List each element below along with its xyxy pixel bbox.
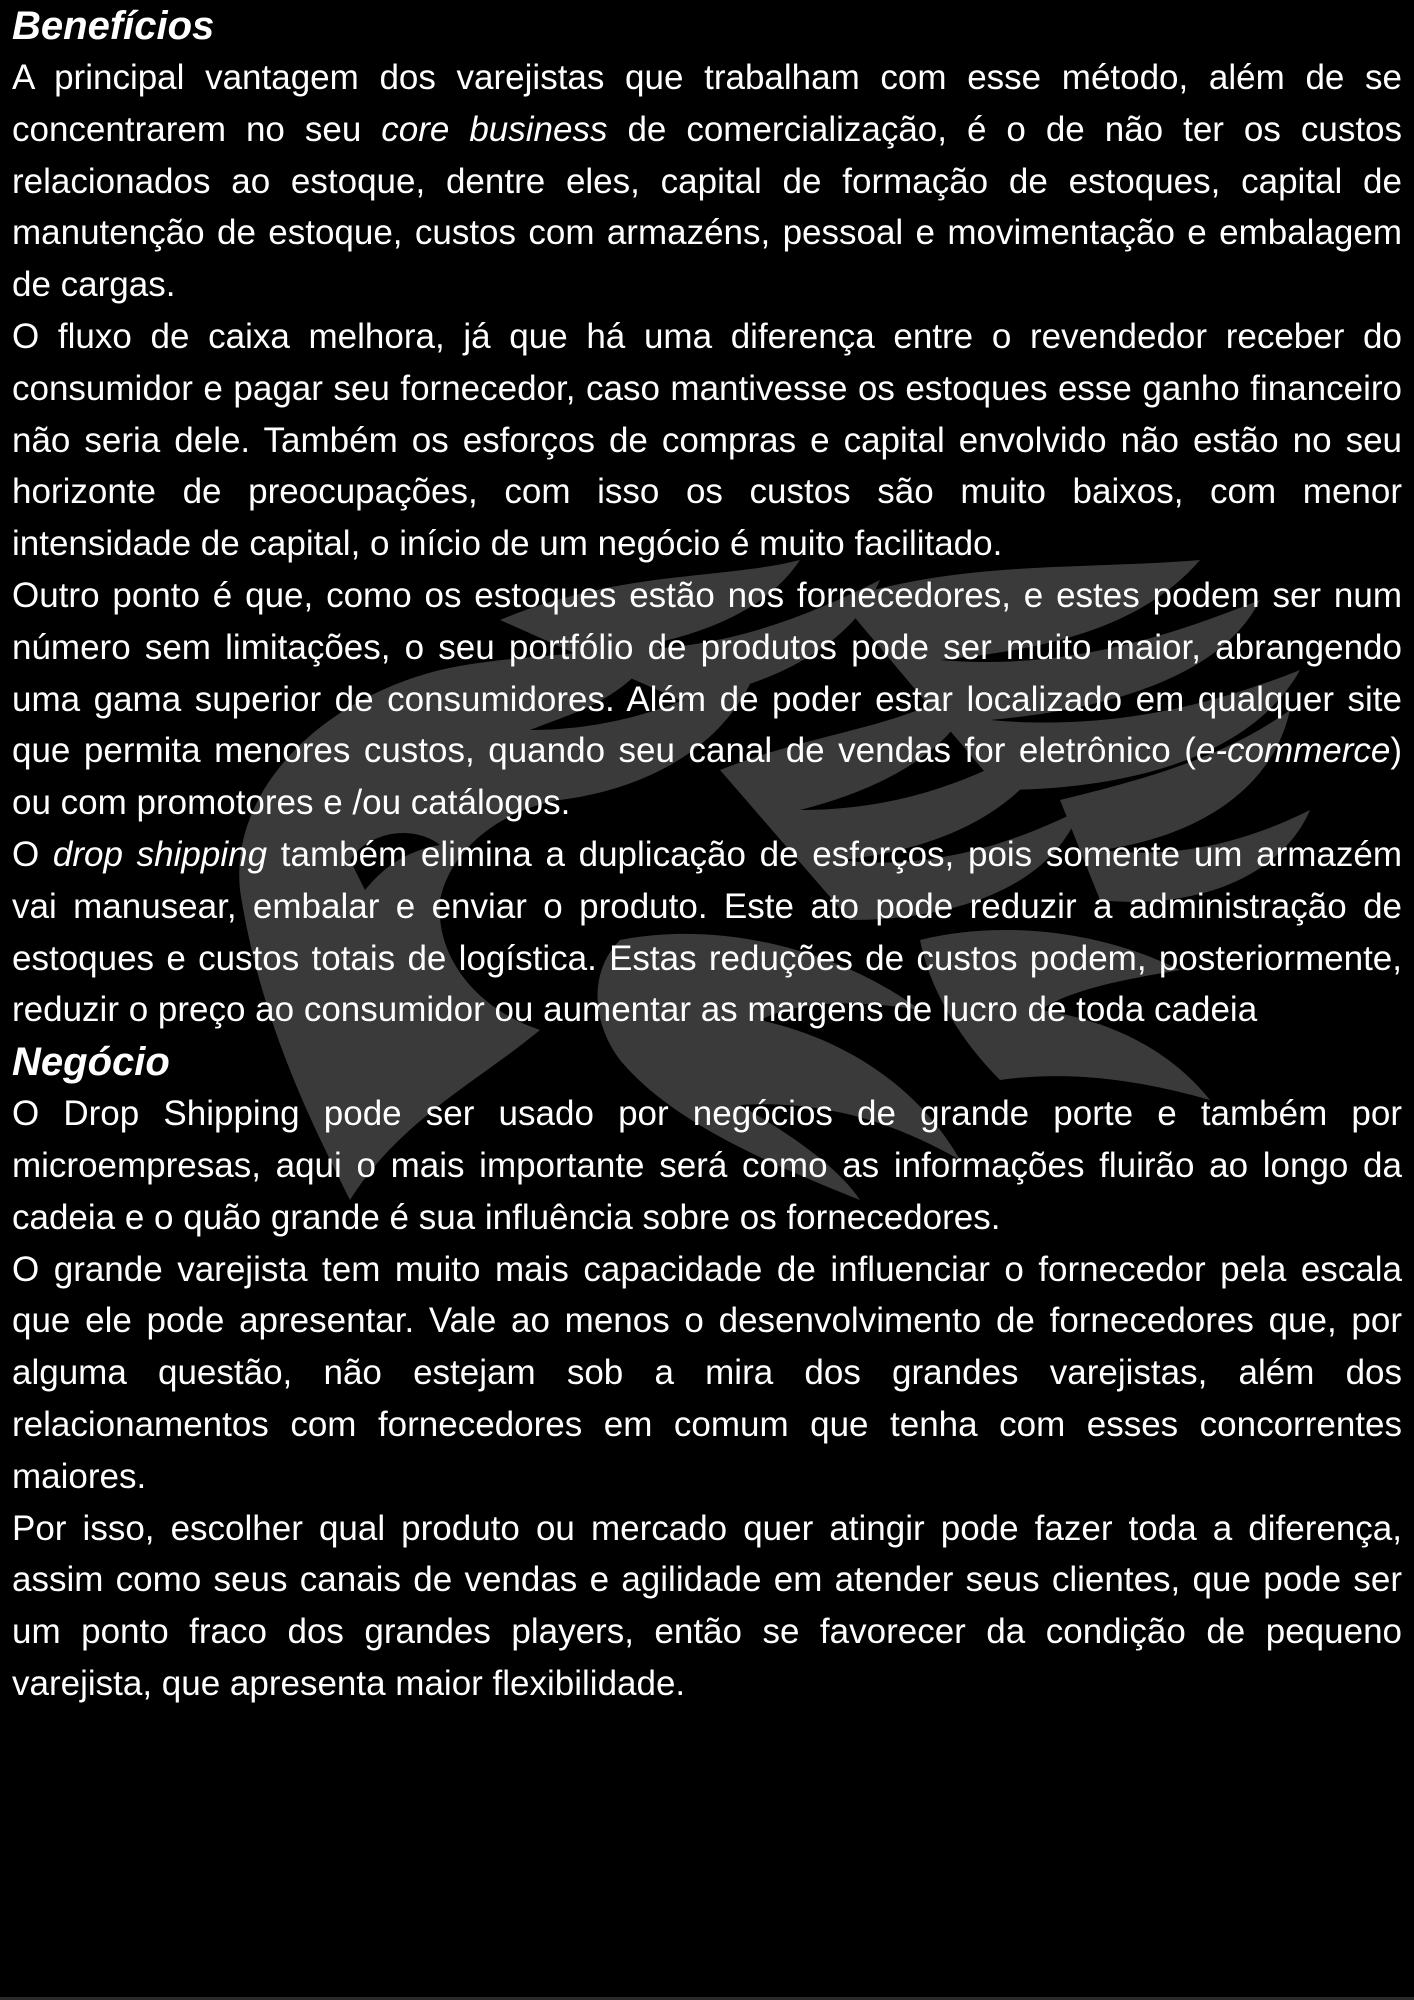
paragraph-italic-term: drop shipping bbox=[52, 834, 268, 874]
paragraph-beneficios-1 bbox=[12, 52, 1402, 311]
paragraph-negocio-1: O Drop Shipping pode ser usado por negócios de grande porte e também por microempresas, aqui o mais importante será como as informações fluirão ao longo da cadeia e o quão grande é sua influência sobre os fornecedores. bbox=[12, 1094, 1402, 1237]
paragraph-text: Outro ponto é que, como os estoques estão nos fornecedores, e estes podem ser num número sem limitações, o seu portfólio de produtos pode ser muito maior, abrangendo uma gama superior de consumidores. Além de poder estar localizado em qualquer site que permita menores custos, quando seu canal de vendas for eletrônico ( bbox=[12, 575, 1402, 771]
section-heading-beneficios: Benefícios bbox=[12, 4, 215, 48]
paragraph-text: de comercialização, é o de não ter os custos relacionados ao estoque, dentre eles, capital de formação de estoques, capital de manutenção de estoque, custos com armazéns, pessoal e movimentação e embalagem de cargas. bbox=[12, 109, 1403, 305]
paragraph-beneficios-4 bbox=[12, 829, 1402, 1036]
paragraph-beneficios-3 bbox=[12, 570, 1402, 829]
paragraph-text: A principal vantagem dos varejistas que trabalham com esse método, além de se concentrarem no seu bbox=[12, 58, 1402, 149]
paragraph-italic-term: core business bbox=[381, 109, 608, 149]
paragraph-negocio-2: O grande varejista tem muito mais capacidade de influenciar o fornecedor pela escala que ele pode apresentar. Vale ao menos o desenvolvimento de fornecedores que, por alguma questão, não estejam sob a mira dos grandes varejistas, além dos relacionamentos com fornecedores em comum que tenha com esses concorrentes maiores. bbox=[12, 1249, 1402, 1496]
paragraph-text: ) ou com promotores e /ou catálogos. bbox=[12, 731, 1402, 823]
paragraph-italic-term: e-commerce bbox=[1195, 731, 1391, 771]
paragraph-text: O bbox=[12, 834, 53, 874]
paragraph-text: também elimina a duplicação de esforços, pois somente um armazém vai manusear, embalar e enviar o produto. Este ato pode reduzir a administração de estoques e custos totais de logística. Estas reduções de custos podem, posteriormente, reduzir o preço ao consumidor ou aumentar as margens de lucro de toda cadeia bbox=[12, 834, 1402, 1030]
section-heading-negocio: Negócio bbox=[12, 1040, 170, 1085]
paragraph-beneficios-2: O fluxo de caixa melhora, já que há uma diferença entre o revendedor receber do consumidor e pagar seu fornecedor, caso mantivesse os estoques esse ganho financeiro não seria dele. Também os esforços de compras e capital envolvido não estão no seu horizonte de preocupações, com isso os custos são muito baixos, com menor intensidade de capital, o início de um negócio é muito facilitado. bbox=[12, 316, 1402, 564]
paragraph-negocio-3: Por isso, escolher qual produto ou mercado quer atingir pode fazer toda a diferença, assim como seus canais de vendas e agilidade em atender seus clientes, que pode ser um ponto fraco dos grandes players, então se favorecer da condição de pequeno varejista, que apresenta maior flexibilidade. bbox=[12, 1508, 1402, 1703]
